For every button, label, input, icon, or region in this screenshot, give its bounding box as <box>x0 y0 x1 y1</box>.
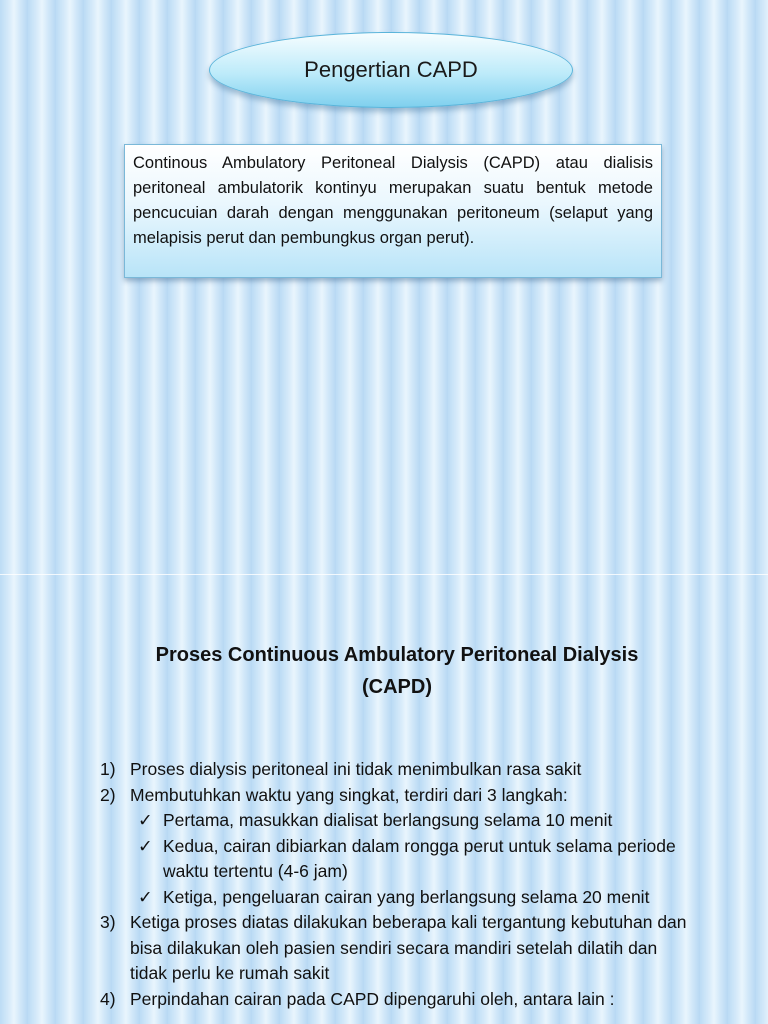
list-item-text: Ketiga proses diatas dilakukan beberapa kali tergantung kebutuhan dan bisa dilakukan oleh pasien sendiri secara mandiri setelah dilatih dan tidak perlu ke rumah sakit <box>130 912 687 983</box>
check-icon: ✓ <box>138 810 153 830</box>
list-item <box>100 910 690 987</box>
step-item <box>100 808 690 834</box>
list-item-text: Perpindahan cairan pada CAPD dipengaruhi oleh, antara lain : <box>130 988 615 1009</box>
slide-2-title <box>100 639 694 703</box>
list-item-number: 4) <box>100 988 116 1009</box>
slide-2-title-line-2: (CAPD) <box>362 676 432 698</box>
check-icon: ✓ <box>138 835 153 856</box>
list-item <box>100 757 690 783</box>
process-list <box>100 757 690 1012</box>
definition-text: Continous Ambulatory Peritoneal Dialysis (CAPD) atau dialisis peritoneal ambulatorik kontinyu merupakan suatu bentuk metode pencucuian darah dengan menggunakan peritoneum (selaput yang melapisis perut dan pembungkus organ perut). <box>133 154 653 247</box>
slide-2-title-line-1: Proses Continuous Ambulatory Peritoneal Dialysis <box>155 644 639 666</box>
step-text: Ketiga, pengeluaran cairan yang berlangsung selama 20 menit <box>163 886 650 907</box>
definition-box <box>124 144 662 278</box>
step-text: Pertama, masukkan dialisat berlangsung selama 10 menit <box>163 810 613 830</box>
list-item-text: Proses dialysis peritoneal ini tidak menimbulkan rasa sakit <box>130 759 582 779</box>
step-item <box>100 834 690 885</box>
list-item <box>100 783 690 809</box>
list-item-number: 2) <box>100 784 116 805</box>
check-icon: ✓ <box>138 886 153 907</box>
list-item-text: Membutuhkan waktu yang singkat, terdiri dari 3 langkah: <box>130 784 568 805</box>
list-item-number: 1) <box>100 759 116 779</box>
step-text: Kedua, cairan dibiarkan dalam rongga perut untuk selama periode waktu tertentu (4-6 jam) <box>163 835 676 881</box>
slide-1-title-oval <box>209 32 573 108</box>
slide-1-title: Pengertian CAPD <box>304 57 478 82</box>
step-item <box>100 885 690 911</box>
list-item-number: 3) <box>100 912 116 932</box>
list-item <box>100 987 690 1013</box>
slide-2 <box>0 575 768 1024</box>
